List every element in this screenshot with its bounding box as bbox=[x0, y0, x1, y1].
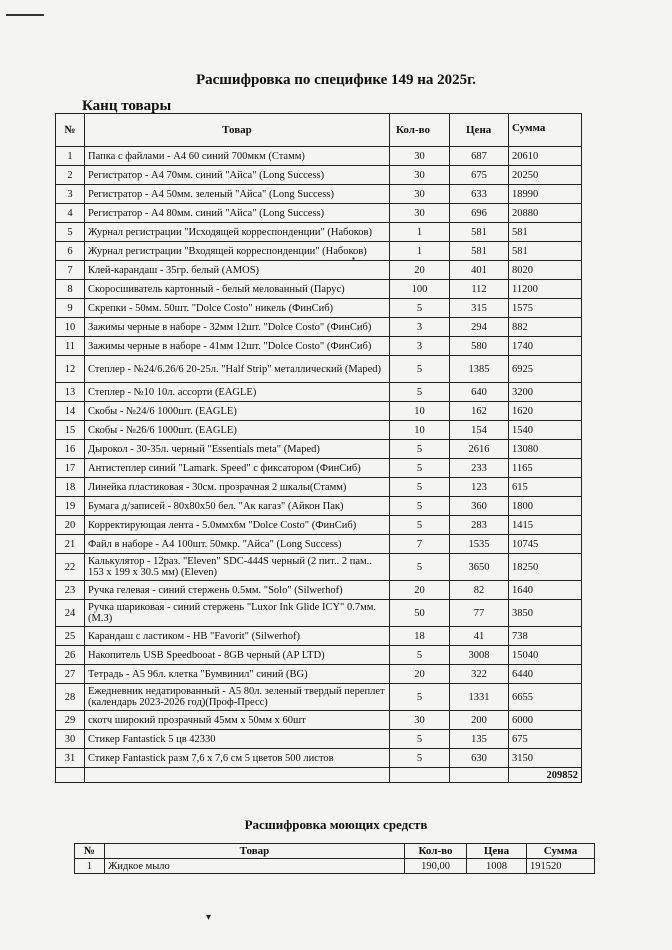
item-qty: 5 bbox=[390, 749, 450, 768]
row-number: 10 bbox=[56, 318, 85, 337]
section1-heading: Канц товары bbox=[82, 98, 172, 114]
item-qty: 5 bbox=[390, 356, 450, 383]
item-name: Клей-карандаш - 35гр. белый (AMOS) bbox=[85, 261, 390, 280]
item-sum: 11200 bbox=[509, 280, 582, 299]
item-sum: 20610 bbox=[509, 147, 582, 166]
total-row bbox=[56, 768, 582, 783]
item-qty: 1 bbox=[390, 223, 450, 242]
item-price: 1535 bbox=[450, 535, 509, 554]
item-name: Ручка гелевая - синий стержень 0.5мм. "Solo" (Silwerhof) bbox=[85, 581, 390, 600]
table-row bbox=[56, 581, 582, 600]
scan-mark bbox=[6, 14, 44, 16]
item-name: скотч широкий прозрачный 45мм х 50мм х 60шт bbox=[85, 711, 390, 730]
table-row bbox=[56, 711, 582, 730]
item-price: 322 bbox=[450, 665, 509, 684]
table-row bbox=[56, 204, 582, 223]
item-qty: 5 bbox=[390, 459, 450, 478]
item-qty: 190,00 bbox=[405, 859, 467, 874]
item-qty: 18 bbox=[390, 627, 450, 646]
row-number: 28 bbox=[56, 684, 85, 711]
item-price: 3008 bbox=[450, 646, 509, 665]
item-name: Стикер Fantastick разм 7,6 х 7,6 см 5 цветов 500 листов bbox=[85, 749, 390, 768]
row-number: 22 bbox=[56, 554, 85, 581]
row-number: 5 bbox=[56, 223, 85, 242]
row-number: 9 bbox=[56, 299, 85, 318]
row-number: 16 bbox=[56, 440, 85, 459]
table-row bbox=[56, 356, 582, 383]
total-empty-cell bbox=[56, 768, 85, 783]
col-header-price: Цена bbox=[450, 114, 509, 147]
table-row bbox=[56, 242, 582, 261]
item-sum: 20880 bbox=[509, 204, 582, 223]
table-row bbox=[56, 299, 582, 318]
item-qty: 5 bbox=[390, 646, 450, 665]
item-qty: 5 bbox=[390, 554, 450, 581]
table-row bbox=[56, 600, 582, 627]
item-sum: 675 bbox=[509, 730, 582, 749]
item-qty: 30 bbox=[390, 166, 450, 185]
row-number: 27 bbox=[56, 665, 85, 684]
item-price: 401 bbox=[450, 261, 509, 280]
item-sum: 581 bbox=[509, 223, 582, 242]
item-qty: 7 bbox=[390, 535, 450, 554]
col-header-num: № bbox=[75, 844, 105, 859]
document-title: Расшифровка по специфике 149 на 2025г. bbox=[195, 72, 477, 88]
item-name: Линейка пластиковая - 30см. прозрачная 2 шкалы(Стамм) bbox=[85, 478, 390, 497]
item-price: 154 bbox=[450, 421, 509, 440]
item-name: Накопитель USB Speedbooat - 8GB черный (AP LTD) bbox=[85, 646, 390, 665]
item-sum: 13080 bbox=[509, 440, 582, 459]
item-price: 675 bbox=[450, 166, 509, 185]
item-qty: 50 bbox=[390, 600, 450, 627]
section2-heading: Расшифровка моющих средств bbox=[244, 817, 428, 832]
item-name: Скобы - №24/6 1000шт. (EAGLE) bbox=[85, 402, 390, 421]
detergents-table bbox=[74, 843, 595, 874]
item-name: Стикер Fantastick 5 цв 42330 bbox=[85, 730, 390, 749]
item-qty: 5 bbox=[390, 383, 450, 402]
col-header-qty: Кол-во bbox=[390, 114, 450, 147]
table-row bbox=[56, 554, 582, 581]
table-row bbox=[56, 421, 582, 440]
item-name: Антистеплер синий "Lamark. Speed" с фиксатором (ФинСиб) bbox=[85, 459, 390, 478]
table-row bbox=[56, 646, 582, 665]
item-name: Журнал регистрации "Входящей корреспонденции" (Набоков) bbox=[85, 242, 390, 261]
item-sum: 3200 bbox=[509, 383, 582, 402]
item-name: Регистратор - А4 50мм. зеленый "Айса" (Long Success) bbox=[85, 185, 390, 204]
item-price: 135 bbox=[450, 730, 509, 749]
item-qty: 5 bbox=[390, 684, 450, 711]
row-number: 30 bbox=[56, 730, 85, 749]
item-sum: 615 bbox=[509, 478, 582, 497]
item-sum: 18250 bbox=[509, 554, 582, 581]
row-number: 15 bbox=[56, 421, 85, 440]
row-number: 8 bbox=[56, 280, 85, 299]
col-header-price: Цена bbox=[467, 844, 527, 859]
item-sum: 6655 bbox=[509, 684, 582, 711]
col-header-num: № bbox=[56, 114, 85, 147]
table-row bbox=[56, 383, 582, 402]
item-qty: 20 bbox=[390, 261, 450, 280]
row-number: 1 bbox=[75, 859, 105, 874]
item-price: 315 bbox=[450, 299, 509, 318]
item-name: Степлер - №24/6.26/6 20-25л. "Half Strip" металлический (Maped) bbox=[85, 356, 390, 383]
item-name: Ручка шариковая - синий стержень "Luxor Ink Glide ICY" 0.7мм. (М.З) bbox=[85, 600, 390, 627]
item-qty: 10 bbox=[390, 421, 450, 440]
table-row bbox=[56, 535, 582, 554]
row-number: 25 bbox=[56, 627, 85, 646]
row-number: 14 bbox=[56, 402, 85, 421]
table-row bbox=[56, 730, 582, 749]
item-qty: 3 bbox=[390, 337, 450, 356]
item-price: 200 bbox=[450, 711, 509, 730]
item-name: Скрепки - 50мм. 50шт. "Dolce Costo" никель (ФинСиб) bbox=[85, 299, 390, 318]
item-price: 77 bbox=[450, 600, 509, 627]
table-row bbox=[56, 497, 582, 516]
item-sum: 738 bbox=[509, 627, 582, 646]
item-qty: 30 bbox=[390, 711, 450, 730]
total-empty-cell bbox=[390, 768, 450, 783]
row-number: 1 bbox=[56, 147, 85, 166]
item-name: Регистратор - А4 80мм. синий "Айса" (Long Success) bbox=[85, 204, 390, 223]
item-price: 3650 bbox=[450, 554, 509, 581]
col-header-name: Товар bbox=[85, 114, 390, 147]
item-qty: 100 bbox=[390, 280, 450, 299]
table-row bbox=[56, 166, 582, 185]
row-number: 13 bbox=[56, 383, 85, 402]
table-row bbox=[56, 280, 582, 299]
item-price: 2616 bbox=[450, 440, 509, 459]
item-qty: 30 bbox=[390, 185, 450, 204]
item-name: Тетрадь - А5 96л. клетка "Бумвинил" синий (BG) bbox=[85, 665, 390, 684]
col-header-sum: Сумма bbox=[509, 114, 582, 147]
item-sum: 10745 bbox=[509, 535, 582, 554]
stationery-table bbox=[55, 113, 582, 783]
total-sum: 209852 bbox=[509, 768, 582, 783]
item-qty: 20 bbox=[390, 581, 450, 600]
stationery-table-body bbox=[56, 147, 582, 768]
item-sum: 1575 bbox=[509, 299, 582, 318]
table-row bbox=[56, 459, 582, 478]
item-sum: 8020 bbox=[509, 261, 582, 280]
item-sum: 581 bbox=[509, 242, 582, 261]
item-name: Карандаш с ластиком - НВ "Favorit" (Silwerhof) bbox=[85, 627, 390, 646]
item-name: Регистратор - А4 70мм. синий "Айса" (Long Success) bbox=[85, 166, 390, 185]
row-number: 26 bbox=[56, 646, 85, 665]
item-name: Корректирующая лента - 5.0ммх6м "Dolce Costo" (ФинСиб) bbox=[85, 516, 390, 535]
row-number: 23 bbox=[56, 581, 85, 600]
item-sum: 3850 bbox=[509, 600, 582, 627]
col-header-sum: Сумма bbox=[527, 844, 595, 859]
item-name: Ежедневник недатированный - А5 80л. зеленый твердый переплет (календарь 2023-2026 год)(Проф-Пресс) bbox=[85, 684, 390, 711]
item-name: Файл в наборе - А4 100шт. 50мкр. "Айса" (Long Success) bbox=[85, 535, 390, 554]
item-price: 640 bbox=[450, 383, 509, 402]
item-sum: 1640 bbox=[509, 581, 582, 600]
row-number: 12 bbox=[56, 356, 85, 383]
item-qty: 5 bbox=[390, 516, 450, 535]
item-name: Степлер - №10 10л. ассорти (EAGLE) bbox=[85, 383, 390, 402]
total-empty-cell bbox=[85, 768, 390, 783]
item-sum: 1165 bbox=[509, 459, 582, 478]
item-sum: 6925 bbox=[509, 356, 582, 383]
item-price: 581 bbox=[450, 242, 509, 261]
row-number: 4 bbox=[56, 204, 85, 223]
item-sum: 18990 bbox=[509, 185, 582, 204]
item-price: 112 bbox=[450, 280, 509, 299]
item-sum: 191520 bbox=[527, 859, 595, 874]
table-row bbox=[56, 147, 582, 166]
item-price: 123 bbox=[450, 478, 509, 497]
table-row bbox=[56, 627, 582, 646]
item-name: Зажимы черные в наборе - 32мм 12шт. "Dolce Costo" (ФинСиб) bbox=[85, 318, 390, 337]
item-price: 294 bbox=[450, 318, 509, 337]
item-price: 360 bbox=[450, 497, 509, 516]
table-row bbox=[56, 749, 582, 768]
item-price: 1008 bbox=[467, 859, 527, 874]
table-row bbox=[75, 859, 595, 874]
row-number: 20 bbox=[56, 516, 85, 535]
item-qty: 30 bbox=[390, 204, 450, 223]
item-sum: 1415 bbox=[509, 516, 582, 535]
table-row bbox=[56, 516, 582, 535]
item-price: 630 bbox=[450, 749, 509, 768]
item-sum: 1540 bbox=[509, 421, 582, 440]
table-row bbox=[56, 402, 582, 421]
item-sum: 15040 bbox=[509, 646, 582, 665]
col-header-qty: Кол-во bbox=[405, 844, 467, 859]
item-sum: 3150 bbox=[509, 749, 582, 768]
item-name: Папка с файлами - А4 60 синий 700мкм (Стамм) bbox=[85, 147, 390, 166]
row-number: 2 bbox=[56, 166, 85, 185]
item-name: Журнал регистрации "Исходящей корреспонденции" (Набоков) bbox=[85, 223, 390, 242]
item-qty: 10 bbox=[390, 402, 450, 421]
detergents-table-body bbox=[75, 859, 595, 874]
item-qty: 5 bbox=[390, 497, 450, 516]
table-header-row bbox=[75, 844, 595, 859]
row-number: 31 bbox=[56, 749, 85, 768]
item-price: 233 bbox=[450, 459, 509, 478]
item-name: Зажимы черные в наборе - 41мм 12шт. "Dolce Costo" (ФинСиб) bbox=[85, 337, 390, 356]
row-number: 3 bbox=[56, 185, 85, 204]
item-price: 687 bbox=[450, 147, 509, 166]
item-sum: 882 bbox=[509, 318, 582, 337]
row-number: 18 bbox=[56, 478, 85, 497]
item-price: 82 bbox=[450, 581, 509, 600]
row-number: 29 bbox=[56, 711, 85, 730]
item-price: 41 bbox=[450, 627, 509, 646]
item-qty: 5 bbox=[390, 730, 450, 749]
item-price: 633 bbox=[450, 185, 509, 204]
item-sum: 1800 bbox=[509, 497, 582, 516]
table-row bbox=[56, 261, 582, 280]
table-row bbox=[56, 478, 582, 497]
item-sum: 1740 bbox=[509, 337, 582, 356]
item-price: 162 bbox=[450, 402, 509, 421]
item-price: 1331 bbox=[450, 684, 509, 711]
row-number: 19 bbox=[56, 497, 85, 516]
item-name: Дырокол - 30-35л. черный "Essentials meta" (Maped) bbox=[85, 440, 390, 459]
item-qty: 1 bbox=[390, 242, 450, 261]
row-number: 11 bbox=[56, 337, 85, 356]
item-price: 580 bbox=[450, 337, 509, 356]
item-price: 283 bbox=[450, 516, 509, 535]
table-header-row bbox=[56, 114, 582, 147]
item-price: 696 bbox=[450, 204, 509, 223]
item-name: Жидкое мыло bbox=[105, 859, 405, 874]
table-row bbox=[56, 684, 582, 711]
item-price: 1385 bbox=[450, 356, 509, 383]
row-number: 7 bbox=[56, 261, 85, 280]
table-row bbox=[56, 337, 582, 356]
table-row bbox=[56, 318, 582, 337]
row-number: 17 bbox=[56, 459, 85, 478]
row-number: 24 bbox=[56, 600, 85, 627]
scan-speck: ▪ bbox=[352, 254, 355, 263]
table-row bbox=[56, 440, 582, 459]
total-empty-cell bbox=[450, 768, 509, 783]
item-qty: 5 bbox=[390, 478, 450, 497]
scan-speck: ▾ bbox=[206, 912, 212, 923]
item-sum: 1620 bbox=[509, 402, 582, 421]
table-row bbox=[56, 223, 582, 242]
item-sum: 6440 bbox=[509, 665, 582, 684]
item-qty: 20 bbox=[390, 665, 450, 684]
row-number: 6 bbox=[56, 242, 85, 261]
item-price: 581 bbox=[450, 223, 509, 242]
item-qty: 5 bbox=[390, 440, 450, 459]
item-name: Бумага д/записей - 80х80х50 бел. "Ак кагаз" (Айкон Пак) bbox=[85, 497, 390, 516]
item-qty: 3 bbox=[390, 318, 450, 337]
row-number: 21 bbox=[56, 535, 85, 554]
item-qty: 30 bbox=[390, 147, 450, 166]
item-name: Скобы - №26/6 1000шт. (EAGLE) bbox=[85, 421, 390, 440]
item-name: Скоросшиватель картонный - белый мелованный (Парус) bbox=[85, 280, 390, 299]
col-header-name: Товар bbox=[105, 844, 405, 859]
table-row bbox=[56, 665, 582, 684]
item-qty: 5 bbox=[390, 299, 450, 318]
item-name: Калькулятор - 12раз. "Eleven" SDC-444S черный (2 пит.. 2 пам.. 153 х 199 х 30.5 мм) (Eleven) bbox=[85, 554, 390, 581]
item-sum: 20250 bbox=[509, 166, 582, 185]
table-row bbox=[56, 185, 582, 204]
item-sum: 6000 bbox=[509, 711, 582, 730]
